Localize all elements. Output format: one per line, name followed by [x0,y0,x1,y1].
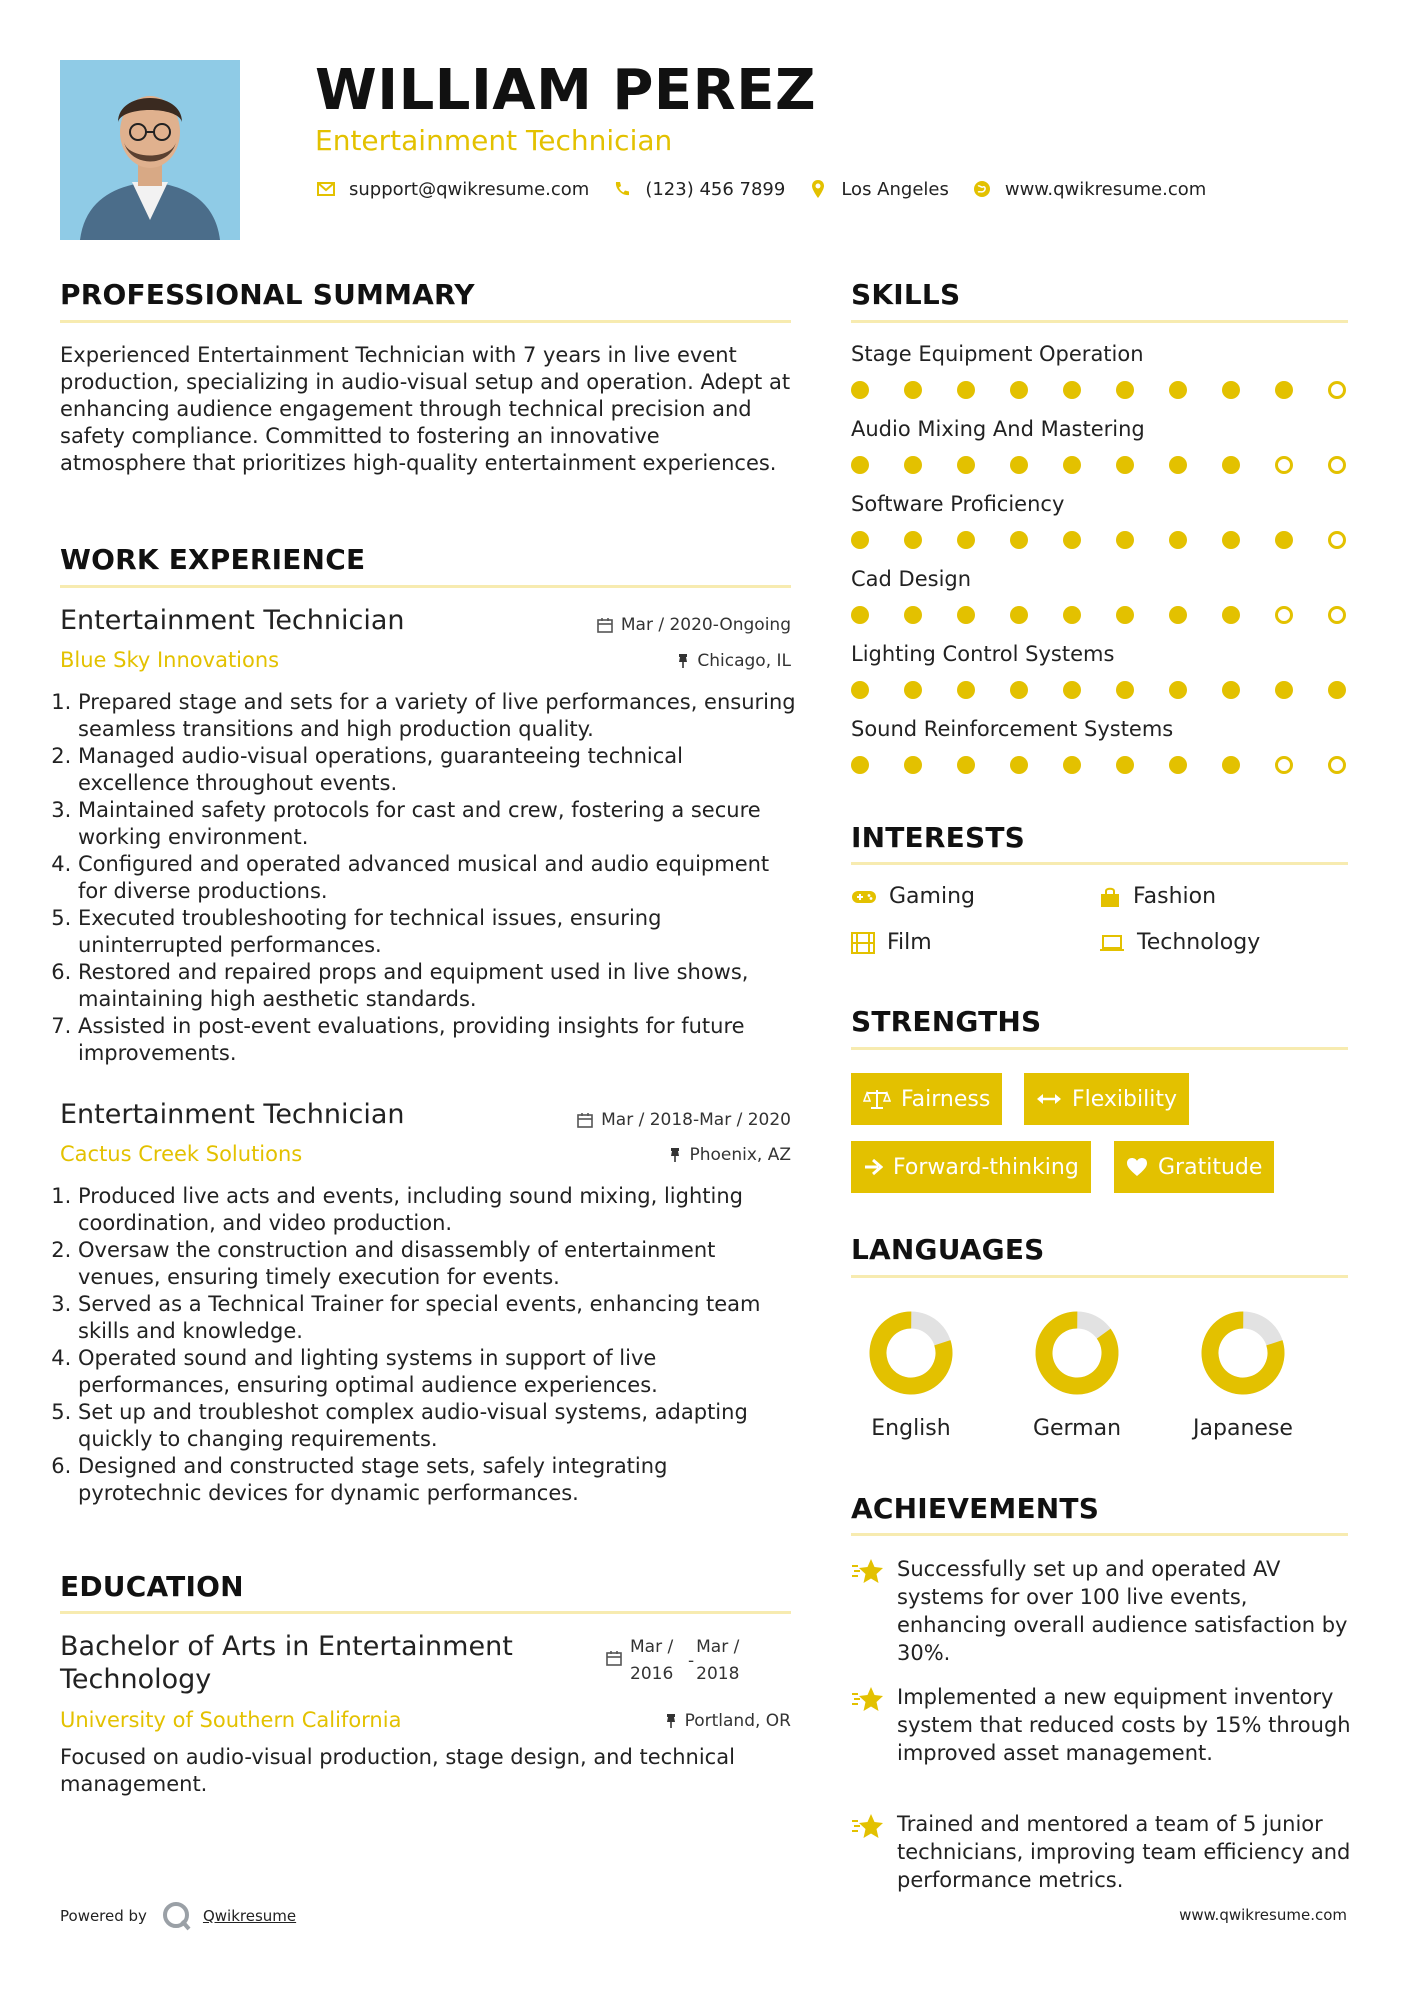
languages-heading: LANGUAGES [851,1233,1045,1266]
strength-badge [851,1141,1091,1193]
education-divider [60,1611,791,1614]
strengths-heading: STRENGTHS [851,1005,1042,1038]
language-gauge [1032,1308,1122,1402]
list-item: 7. Assisted in post-event evaluations, providing insights for future improvements. [78,1013,797,1067]
rating-dot-filled [851,681,869,699]
powered-by-text: Powered by [60,1907,147,1925]
achievements-heading: ACHIEVEMENTS [851,1492,1100,1525]
rating-dot-filled [957,456,975,474]
rating-dot-empty [1328,381,1346,399]
list-item: 3. Maintained safety protocols for cast and crew, fostering a secure working environment. [78,797,797,851]
heart-icon [1126,1157,1148,1177]
arrow-right-icon [863,1158,883,1176]
contact-email-text: support@qwikresume.com [349,178,590,200]
job-2-company: Cactus Creek Solutions [60,1142,303,1166]
strength-label: Flexibility [1072,1086,1177,1112]
edu-end-month: Mar / [696,1637,740,1657]
summary-text: Experienced Entertainment Technician with 7 years in live event production, specializing in audio-visual setup and operation. Adept at enhancing audience engagement through technical precision and safety compliance. Committed to fostering an innovative atmosphere that prioritizes high-quality entertainment experiences. [60,343,791,475]
interest-gaming [851,884,975,909]
gauge-fill [1032,1308,1122,1398]
rating-dot-filled [851,606,869,624]
achievement-item [851,1683,1351,1767]
phone-icon [611,178,633,200]
skills-heading: SKILLS [851,278,961,311]
strength-badge [1024,1073,1189,1125]
language-gauge [1198,1308,1288,1402]
interest-film-label: Film [887,930,932,955]
rating-dot-filled [1169,531,1187,549]
calendar-icon [597,617,613,633]
calendar-icon [577,1112,593,1128]
education-date [606,1634,739,1688]
footer-site[interactable]: www.qwikresume.com [1179,1906,1347,1924]
pin-icon [665,1713,677,1729]
interest-gaming-label: Gaming [889,884,975,909]
skill-name: Lighting Control Systems [851,642,1115,666]
achievement-text: Implemented a new equipment inventory system that reduced costs by 15% through improved asset management. [897,1685,1351,1765]
job-1-date-text: Mar / 2020-Ongoing [620,615,791,635]
rating-dot-filled [1010,681,1028,699]
star-icon [851,1557,885,1585]
rating-dot-filled [1063,681,1081,699]
list-item: 2. Oversaw the construction and disassembly of entertainment venues, ensuring timely execution for events. [78,1237,797,1291]
rating-dot-filled [1010,531,1028,549]
rating-dot-filled [1063,606,1081,624]
job-2-title: Entertainment Technician [60,1099,405,1130]
rating-dot-filled [904,606,922,624]
rating-dot-filled [1063,756,1081,774]
languages-divider [851,1275,1348,1278]
contact-website-text: www.qwikresume.com [1004,178,1207,200]
rating-dot-filled [1010,381,1028,399]
interest-film [851,930,932,955]
education-location [665,1711,791,1731]
strength-label: Gratitude [1158,1154,1263,1180]
rating-dot-empty [1275,456,1293,474]
rating-dot-filled [851,456,869,474]
rating-dot-empty [1328,531,1346,549]
rating-dot-filled [1169,456,1187,474]
rating-dot-filled [1275,381,1293,399]
film-icon [851,932,875,954]
job-2-date [577,1110,791,1130]
rating-dot-filled [1063,381,1081,399]
job-1-company: Blue Sky Innovations [60,648,280,672]
profile-photo [60,60,240,240]
skill-rating [851,454,1348,476]
map-pin-icon [807,178,829,200]
rating-dot-filled [957,381,975,399]
rating-dot-filled [957,531,975,549]
rating-dot-filled [904,381,922,399]
interest-technology-label: Technology [1137,930,1261,955]
calendar-icon [606,1650,622,1666]
contact-location [807,178,949,200]
skill-rating [851,679,1348,701]
skill-name: Software Proficiency [851,492,1065,516]
rating-dot-filled [1169,756,1187,774]
rating-dot-empty [1328,606,1346,624]
rating-dot-filled [1063,531,1081,549]
edu-date-separator: - [688,1651,695,1671]
skill-rating [851,604,1348,626]
rating-dot-filled [957,606,975,624]
skill-name: Sound Reinforcement Systems [851,717,1174,741]
list-item: 4. Configured and operated advanced musical and audio equipment for diverse productions. [78,851,797,905]
summary-divider [60,320,791,323]
rating-dot-filled [1010,456,1028,474]
skill-rating [851,754,1348,776]
contact-phone-text: (123) 456 7899 [645,178,786,200]
contact-email[interactable] [315,178,589,200]
contact-website[interactable] [971,178,1206,200]
achievement-item [851,1810,1351,1894]
language-gauge [866,1308,956,1402]
footer-brand-link[interactable]: Qwikresume [202,1907,297,1925]
rating-dot-filled [1010,756,1028,774]
candidate-title: Entertainment Technician [315,124,673,157]
strength-badge [851,1073,1002,1125]
rating-dot-filled [1275,531,1293,549]
skill-name: Cad Design [851,567,972,591]
language-label: Japanese [1193,1416,1293,1441]
rating-dot-filled [1169,606,1187,624]
school-name: University of Southern California [60,1708,402,1732]
rating-dot-filled [904,531,922,549]
language-label: German [1032,1416,1122,1441]
strength-label: Fairness [901,1086,991,1112]
achievement-item [851,1555,1351,1667]
rating-dot-filled [851,531,869,549]
job-2-date-text: Mar / 2018-Mar / 2020 [601,1110,791,1130]
star-icon [851,1685,885,1713]
list-item: 4. Operated sound and lighting systems in support of live performances, ensuring optimal audience experiences. [78,1345,797,1399]
pin-icon [669,1147,681,1163]
list-item: 2. Managed audio-visual operations, guaranteeing technical excellence throughout events. [78,743,797,797]
strength-label: Forward-thinking [893,1154,1079,1180]
arrows-horizontal-icon [1036,1092,1062,1106]
interest-technology [1099,930,1260,955]
rating-dot-filled [1275,681,1293,699]
rating-dot-filled [1116,531,1134,549]
pin-icon [677,653,689,669]
rating-dot-filled [1116,381,1134,399]
balance-scale-icon [863,1088,891,1110]
rating-dot-empty [1328,756,1346,774]
rating-dot-filled [1222,681,1240,699]
job-2-location-text: Phoenix, AZ [689,1145,791,1165]
list-item: 6. Designed and constructed stage sets, safely integrating pyrotechnic devices for dynamic performances. [78,1453,797,1507]
skill-rating [851,529,1348,551]
rating-dot-empty [1328,456,1346,474]
candidate-name: WILLIAM PEREZ [315,58,817,123]
laptop-icon [1099,933,1125,953]
rating-dot-filled [1222,531,1240,549]
contact-location-text: Los Angeles [841,178,949,200]
qwikresume-logo-icon [161,1900,193,1932]
skill-name: Audio Mixing And Mastering [851,417,1145,441]
list-item: 1. Prepared stage and sets for a variety of live performances, ensuring seamless transitions and high production quality. [78,689,797,743]
gamepad-icon [851,889,877,905]
job-1-bullets [52,689,797,1067]
job-1-location [677,651,791,671]
rating-dot-empty [1275,606,1293,624]
achievement-text: Trained and mentored a team of 5 junior technicians, improving team efficiency and performance metrics. [897,1812,1351,1892]
list-item: 5. Executed troubleshooting for technical issues, ensuring uninterrupted performances. [78,905,797,959]
globe-icon [971,178,993,200]
strengths-divider [851,1047,1348,1050]
envelope-icon [315,178,337,200]
edu-end-year: 2018 [696,1664,740,1684]
rating-dot-filled [957,681,975,699]
strength-badge [1114,1141,1274,1193]
rating-dot-empty [1275,756,1293,774]
rating-dot-filled [904,456,922,474]
experience-divider [60,585,791,588]
rating-dot-filled [957,756,975,774]
rating-dot-filled [851,381,869,399]
footer-powered [60,1900,296,1932]
skill-name: Stage Equipment Operation [851,342,1144,366]
job-2-bullets [52,1183,797,1507]
rating-dot-filled [1116,456,1134,474]
interests-divider [851,862,1348,865]
rating-dot-filled [851,756,869,774]
rating-dot-filled [1222,606,1240,624]
rating-dot-filled [1169,681,1187,699]
rating-dot-filled [1328,681,1346,699]
job-2-location [669,1145,791,1165]
rating-dot-filled [1222,456,1240,474]
job-1-date [597,615,791,635]
rating-dot-filled [1116,606,1134,624]
rating-dot-filled [1010,606,1028,624]
summary-heading: PROFESSIONAL SUMMARY [60,278,475,311]
list-item: 6. Restored and repaired props and equipment used in live shows, maintaining high aesthetic standards. [78,959,797,1013]
interest-fashion [1099,884,1216,909]
interest-fashion-label: Fashion [1133,884,1217,909]
rating-dot-filled [1063,456,1081,474]
experience-heading: WORK EXPERIENCE [60,543,366,576]
skill-rating [851,379,1348,401]
rating-dot-filled [1222,381,1240,399]
education-location-text: Portland, OR [684,1711,791,1731]
language-label: English [871,1416,951,1441]
education-description: Focused on audio-visual production, stage design, and technical management. [60,1745,735,1796]
star-icon [851,1812,885,1840]
contact-phone[interactable] [611,178,785,200]
job-1-location-text: Chicago, IL [697,651,791,671]
rating-dot-filled [904,681,922,699]
interests-heading: INTERESTS [851,821,1025,854]
edu-start-month: Mar / [630,1637,674,1657]
rating-dot-filled [1116,756,1134,774]
contact-bar [315,178,1228,200]
degree-title: Bachelor of Arts in Entertainment Technology [60,1631,513,1695]
skills-divider [851,320,1348,323]
edu-start-year: 2016 [630,1664,674,1684]
job-1-title: Entertainment Technician [60,605,405,636]
rating-dot-filled [904,756,922,774]
achievement-text: Successfully set up and operated AV systems for over 100 live events, enhancing overall audience satisfaction by 30%. [897,1557,1348,1665]
education-heading: EDUCATION [60,1570,244,1603]
achievements-divider [851,1533,1348,1536]
rating-dot-filled [1116,681,1134,699]
rating-dot-filled [1169,381,1187,399]
list-item: 1. Produced live acts and events, including sound mixing, lighting coordination, and video production. [78,1183,797,1237]
shopping-bag-icon [1099,886,1121,908]
rating-dot-filled [1222,756,1240,774]
list-item: 5. Set up and troubleshot complex audio-visual systems, adapting quickly to changing requirements. [78,1399,797,1453]
list-item: 3. Served as a Technical Trainer for special events, enhancing team skills and knowledge. [78,1291,797,1345]
